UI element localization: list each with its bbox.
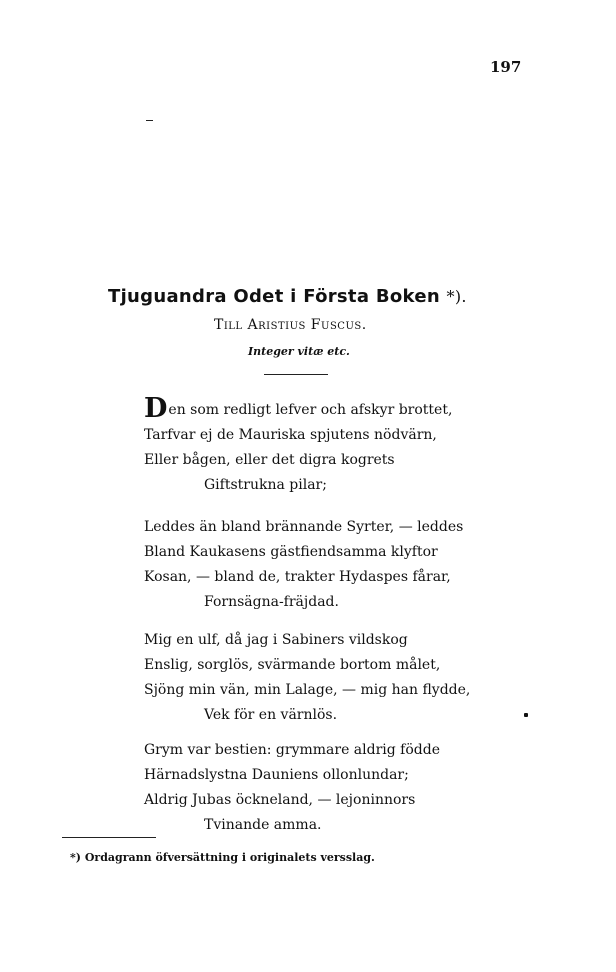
- verse-line: Härnadslystna Dauniens ollonlundar;: [144, 767, 409, 783]
- stanza-2: [144, 515, 463, 615]
- verse-line: Enslig, sorglös, svärmande bortom målet,: [144, 657, 441, 673]
- verse-line: Eller bågen, eller det digra kogrets: [144, 452, 395, 468]
- verse-line-short: Vek för en värnlös.: [204, 707, 338, 723]
- footnote: [70, 851, 375, 864]
- verse-line-short: Fornsägna-fräjdad.: [204, 594, 339, 610]
- verse-line: Kosan, — bland de, trakter Hydaspes fårar,: [144, 569, 451, 585]
- verse-line: Aldrig Jubas öckneland, — lejoninnors: [144, 792, 416, 808]
- verse-line-short: Giftstrukna pilar;: [204, 477, 327, 493]
- footnote-marker: *): [70, 851, 81, 864]
- verse-line: Tarfvar ej de Mauriska spjutens nödvärn,: [144, 427, 437, 443]
- title-divider: [264, 374, 328, 375]
- stanza-1: [144, 393, 453, 498]
- poem-incipit: Integer vitæ etc.: [248, 345, 350, 358]
- verse-line-text: en som redligt lefver och afskyr brottet,: [168, 402, 453, 418]
- stray-mark: [146, 120, 153, 121]
- stanza-4: [144, 738, 440, 838]
- drop-cap: D: [144, 393, 168, 424]
- page-number: 197: [490, 58, 522, 76]
- verse-line: Mig en ulf, då jag i Sabiners vildskog: [144, 632, 408, 648]
- poem-title: [108, 286, 467, 307]
- footnote-text: Ordagrann öfversättning i originalets versslag.: [84, 851, 375, 864]
- verse-line: [144, 393, 453, 424]
- title-footnote-ref: *).: [446, 287, 467, 306]
- verse-line: Sjöng min vän, min Lalage, — mig han flydde,: [144, 682, 471, 698]
- verse-line: Grym var bestien: grymmare aldrig födde: [144, 742, 440, 758]
- verse-line: Bland Kaukasens gästfiendsamma klyftor: [144, 544, 438, 560]
- poem-dedication: Till Aristius Fuscus.: [214, 317, 367, 333]
- ink-speck: [524, 713, 528, 717]
- title-text: Tjuguandra Odet i Första Boken: [108, 286, 440, 307]
- footnote-divider: [62, 837, 156, 838]
- stanza-3: [144, 628, 470, 728]
- verse-line: Leddes än bland brännande Syrter, — leddes: [144, 519, 464, 535]
- verse-line-short: Tvinande amma.: [204, 817, 322, 833]
